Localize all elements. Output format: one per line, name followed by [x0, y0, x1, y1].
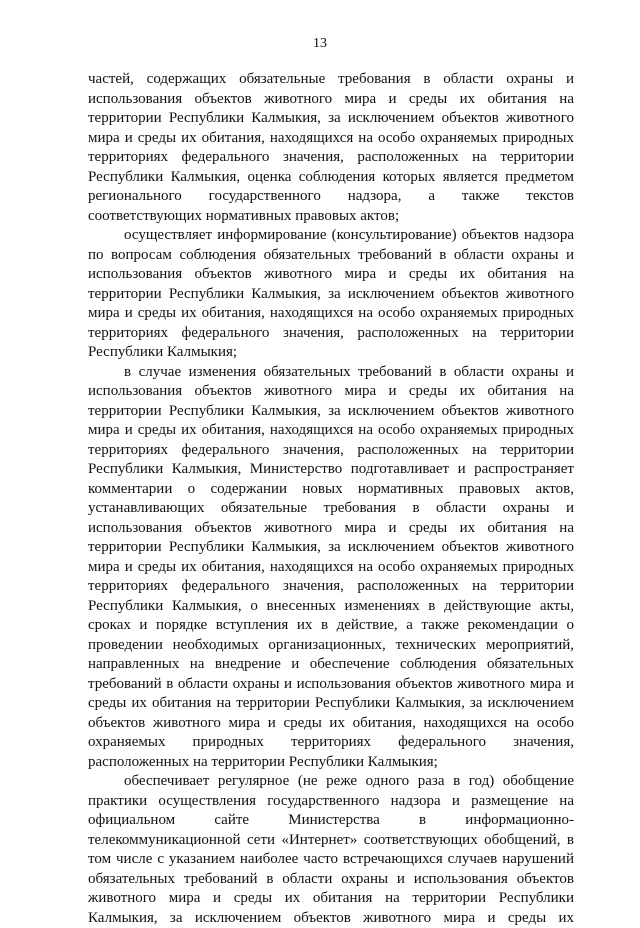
text-line: проведении необходимых организационных, технических мероприятий,: [88, 636, 574, 656]
text-line: мира и среды их обитания, находящихся на особо охраняемых природных: [88, 304, 574, 324]
page-number: 13: [0, 36, 640, 52]
text-line: территориях федерального значения, расположенных на территории: [88, 324, 574, 344]
text-line: территории Республики Калмыкия, за исключением объектов животного: [88, 538, 574, 558]
text-line: соответствующих нормативных правовых актов;: [88, 207, 574, 227]
text-line: расположенных на территории Республики Калмыкия;: [88, 753, 574, 773]
text-line: комментарии о содержании новых нормативных правовых актов,: [88, 480, 574, 500]
text-line: территориях федерального значения, расположенных на территории: [88, 148, 574, 168]
text-line: том числе с указанием наиболее часто встречающихся случаев нарушений: [88, 850, 574, 870]
text-line: охраняемых природных территориях федерального значения,: [88, 733, 574, 753]
text-line: по вопросам соблюдения обязательных требований в области охраны и: [88, 246, 574, 266]
text-line: осуществляет информирование (консультирование) объектов надзора: [88, 226, 574, 246]
text-line: животного мира и среды их обитания на территории Республики: [88, 889, 574, 909]
text-line: использования объектов животного мира и среды их обитания на: [88, 382, 574, 402]
text-line: Республики Калмыкия, оценка соблюдения которых является предметом: [88, 168, 574, 188]
text-line: территориях федерального значения, расположенных на территории: [88, 441, 574, 461]
text-line: в случае изменения обязательных требований в области охраны и: [88, 363, 574, 383]
text-line: Калмыкия, за исключением объектов животного мира и среды их: [88, 909, 574, 928]
text-line: регионального государственного надзора, а также текстов: [88, 187, 574, 207]
text-line: направленных на внедрение и обеспечение соблюдения обязательных: [88, 655, 574, 675]
text-line: территории Республики Калмыкия, за исключением объектов животного: [88, 109, 574, 129]
text-line: территории Республики Калмыкия, за исключением объектов животного: [88, 402, 574, 422]
text-line: Республики Калмыкия, о внесенных изменениях в действующие акты,: [88, 597, 574, 617]
text-line: сроках и порядке вступления их в действие, а также рекомендации о: [88, 616, 574, 636]
text-line: использования объектов животного мира и среды их обитания на: [88, 519, 574, 539]
text-line: объектов животного мира и среды их обитания, находящихся на особо: [88, 714, 574, 734]
text-line: мира и среды их обитания, находящихся на особо охраняемых природных: [88, 421, 574, 441]
text-line: территориях федерального значения, расположенных на территории: [88, 577, 574, 597]
text-line: территории Республики Калмыкия, за исключением объектов животного: [88, 285, 574, 305]
text-line: требований в области охраны и использования объектов животного мира и: [88, 675, 574, 695]
text-line: Республики Калмыкия, Министерство подготавливает и распространяет: [88, 460, 574, 480]
text-line: использования объектов животного мира и среды их обитания на: [88, 90, 574, 110]
text-line: практики осуществления государственного надзора и размещение на: [88, 792, 574, 812]
text-line: среды их обитания на территории Республики Калмыкия, за исключением: [88, 694, 574, 714]
text-line: использования объектов животного мира и среды их обитания на: [88, 265, 574, 285]
text-line: устанавливающих обязательные требования в области охраны и: [88, 499, 574, 519]
text-line: Республики Калмыкия;: [88, 343, 574, 363]
document-body: [88, 70, 574, 928]
text-line: мира и среды их обитания, находящихся на особо охраняемых природных: [88, 558, 574, 578]
text-line: обязательных требований в области охраны и использования объектов: [88, 870, 574, 890]
text-line: частей, содержащих обязательные требования в области охраны и: [88, 70, 574, 90]
text-line: телекоммуникационной сети «Интернет» соответствующих обобщений, в: [88, 831, 574, 851]
text-line: мира и среды их обитания, находящихся на особо охраняемых природных: [88, 129, 574, 149]
text-line: обеспечивает регулярное (не реже одного раза в год) обобщение: [88, 772, 574, 792]
text-line: официальном сайте Министерства в информационно-: [88, 811, 574, 831]
